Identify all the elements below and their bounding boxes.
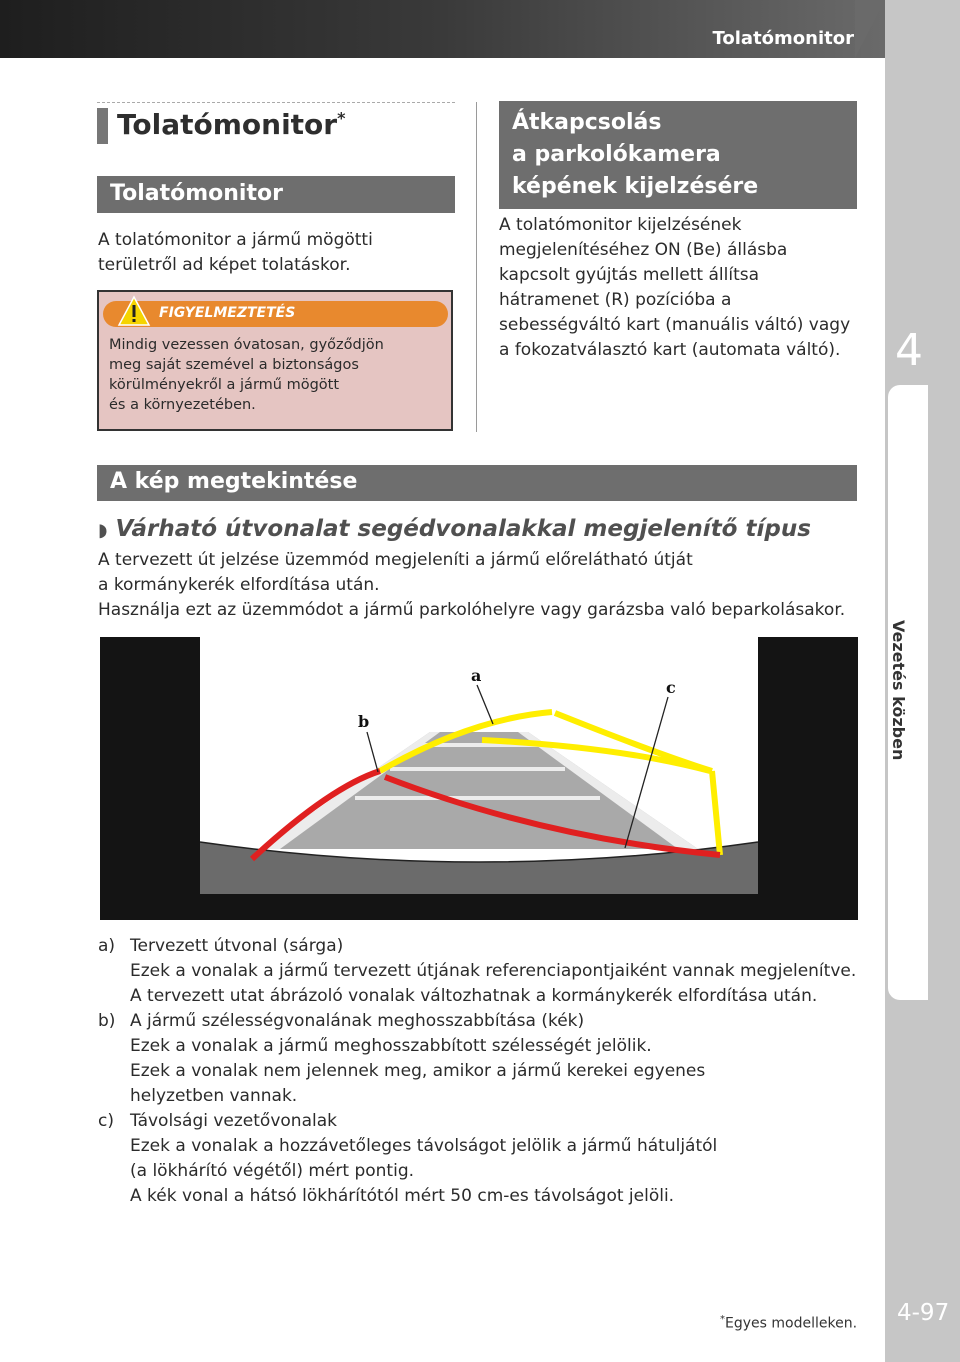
warning-text: Mindig vezessen óvatosan, győződjön meg saját szemével a biztonságos körülményekről a jármű mögött és a környezetében. — [109, 337, 384, 413]
list-item: c) Távolsági vezetővonalak Ezek a vonalak a hozzávetőleges távolságot jelölik a jármű hátuljától (a lökhárító végétől) mért pontig. A kék vonal a hátsó lökhárítótól mért 50 cm-es távolságot jelöli. — [98, 1111, 718, 1206]
list-item: b) A jármű szélességvonalának meghosszabbítása (kék) Ezek a vonalak a jármű meghosszabbított szélességét jelölik. Ezek a vonalak nem jelennek meg, amikor a jármű kerekei egyenes helyzetben vannak. — [98, 1011, 706, 1106]
view-body-text: A tervezett út jelzése üzemmód megjeleníti a jármű előrelátható útját a kormánykerék elfordítása után. Használja ezt az üzemmódot a jármű parkolóhelyre vagy garázsba való beparkolásakor. — [98, 550, 846, 620]
right-section-title: Átkapcsolás a parkolókamera képének kijelzésére — [512, 110, 759, 199]
view-subheading: ◗ Várható útvonalat segédvonalakkal megjelenítő típus — [98, 516, 811, 542]
warning-header — [103, 301, 448, 327]
figure-label-c: c — [666, 678, 676, 697]
section-title: Tolatómonitor — [110, 181, 283, 206]
list-item: a) Tervezett útvonal (sárga) Ezek a vonalak a jármű tervezett útjának referenciapontjaiként vannak megjelenítve. A tervezett utat ábrázoló vonalak változhatnak a kormánykerék elfordítása után. — [98, 936, 857, 1006]
column-divider — [476, 102, 477, 432]
warning-box — [97, 290, 453, 431]
chapter-name: Vezetés közben — [889, 620, 908, 761]
footnote: *Egyes modelleken. — [720, 1314, 858, 1332]
parking-stripe-3 — [355, 796, 600, 800]
figure-label-a: a — [471, 666, 482, 685]
figure-label-b: b — [358, 712, 370, 731]
title-dashed-rule — [97, 102, 455, 103]
page-number: 4-97 — [897, 1300, 950, 1326]
header-title: Tolatómonitor — [712, 28, 854, 49]
title-accent-bar — [97, 108, 108, 144]
right-body-text: A tolatómonitor kijelzésének megjelenítéséhez ON (Be) állásba kapcsolt gyújtás mellett állítsa hátramenet (R) pozícióba a sebességváltó kart (manuális váltó) vagy a fokozatválasztó kart (automata váltó). — [499, 215, 851, 360]
view-section-band — [97, 465, 857, 501]
header-bar-notch — [855, 0, 885, 58]
warning-label: FIGYELMEZTETÉS — [159, 305, 296, 321]
view-section-title: A kép megtekintése — [110, 469, 358, 494]
warning-triangle-icon — [117, 295, 151, 327]
guide-line-list — [98, 934, 856, 1209]
main-title-text: Tolatómonitor* — [117, 108, 346, 141]
camera-view-illustration — [100, 637, 858, 920]
right-section-title-band — [499, 101, 857, 209]
intro-text: A tolatómonitor a jármű mögötti területről ad képet tolatáskor. — [98, 230, 373, 275]
bullet-triangle-icon: ◗ — [98, 520, 108, 541]
parking-stripe-2 — [390, 767, 565, 771]
main-title — [97, 102, 455, 144]
section-title-band — [97, 176, 455, 213]
chapter-number: 4 — [895, 325, 923, 376]
